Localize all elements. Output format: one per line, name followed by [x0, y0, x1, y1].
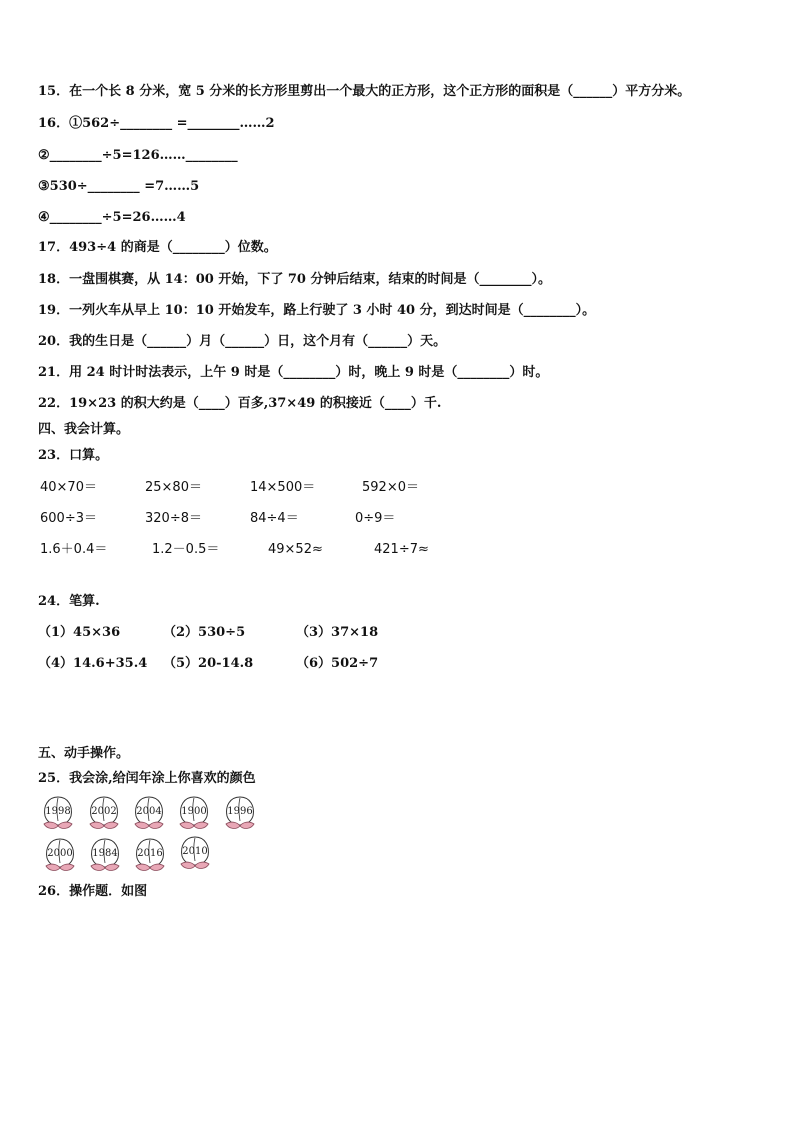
- peach-year-1996[interactable]: [220, 794, 260, 832]
- section-4-heading: 四、我会计算。: [38, 422, 130, 437]
- question-19: 19．一列火车从早上 10：10 开始发车，路上行驶了 3 小时 40 分，到达时间是（________）。: [38, 303, 596, 318]
- peach-year-label: 2000: [47, 848, 73, 859]
- peach-year-label: 2004: [136, 806, 162, 817]
- mental-math-item: 1.6＋0.4＝: [40, 542, 108, 557]
- question-15: 15．在一个长 8 分米，宽 5 分米的长方形里剪出一个最大的正方形，这个正方形的面积是（______）平方分米。: [38, 84, 691, 99]
- question-22: 22．19×23 的积大约是（____）百多,37×49 的积接近（____）千.: [38, 396, 442, 411]
- mental-math-item: 0÷9＝: [355, 511, 396, 526]
- written-calc-item: （4）14.6+35.4: [38, 656, 148, 671]
- peach-year-label: 2016: [137, 848, 163, 859]
- peach-year-2004[interactable]: [129, 794, 169, 832]
- peach-year-2002[interactable]: [84, 794, 124, 832]
- mental-math-item: 592×0＝: [362, 480, 419, 495]
- mental-math-item: 25×80＝: [145, 480, 202, 495]
- peach-year-2016[interactable]: [130, 836, 170, 874]
- written-calc-item: （2）530÷5: [163, 625, 246, 640]
- question-18: 18．一盘围棋赛，从 14：00 开始，下了 70 分钟后结束，结束的时间是（________）。: [38, 272, 551, 287]
- mental-math-item: 1.2－0.5＝: [152, 542, 220, 557]
- peach-year-label: 1998: [45, 806, 71, 817]
- question-26-title: 26．操作题．如图: [38, 884, 148, 899]
- peach-year-1998[interactable]: [38, 794, 78, 832]
- section-5-heading: 五、动手操作。: [38, 746, 130, 761]
- peach-year-label: 2002: [91, 806, 117, 817]
- mental-math-item: 320÷8＝: [145, 511, 202, 526]
- mental-math-item: 14×500＝: [250, 480, 316, 495]
- question-24-title: 24．笔算.: [38, 594, 100, 609]
- peach-year-2010[interactable]: [175, 834, 215, 872]
- question-25-title: 25．我会涂,给闰年涂上你喜欢的颜色: [38, 771, 256, 786]
- written-calc-item: （3）37×18: [296, 625, 379, 640]
- question-16-line-4: ④________÷5=26……4: [38, 210, 186, 225]
- mental-math-item: 600÷3＝: [40, 511, 97, 526]
- mental-math-item: 84÷4＝: [250, 511, 299, 526]
- peach-year-1984[interactable]: [85, 836, 125, 874]
- mental-math-item: 421÷7≈: [374, 542, 429, 557]
- question-16-line-3: ③530÷________ =7……5: [38, 179, 200, 194]
- mental-math-item: 40×70＝: [40, 480, 97, 495]
- question-16-line-2: ②________÷5=126……________: [38, 148, 238, 163]
- question-20: 20．我的生日是（______）月（______）日，这个月有（______）天。: [38, 334, 447, 349]
- question-16-line-1: 16．①562÷________ =________……2: [38, 116, 275, 131]
- peach-year-label: 1900: [181, 806, 207, 817]
- question-23-title: 23．口算。: [38, 448, 109, 463]
- peach-year-label: 1984: [92, 848, 118, 859]
- question-21: 21．用 24 时计时法表示，上午 9 时是（________）时，晚上 9 时是（________）时。: [38, 365, 549, 380]
- question-17: 17．493÷4 的商是（________）位数。: [38, 240, 277, 255]
- peach-year-label: 2010: [182, 846, 208, 857]
- peach-year-2000[interactable]: [40, 836, 80, 874]
- written-calc-item: （5）20-14.8: [163, 656, 254, 671]
- written-calc-item: （1）45×36: [38, 625, 121, 640]
- peach-year-label: 1996: [227, 806, 253, 817]
- written-calc-item: （6）502÷7: [296, 656, 379, 671]
- peach-year-1900[interactable]: [174, 794, 214, 832]
- mental-math-item: 49×52≈: [268, 542, 323, 557]
